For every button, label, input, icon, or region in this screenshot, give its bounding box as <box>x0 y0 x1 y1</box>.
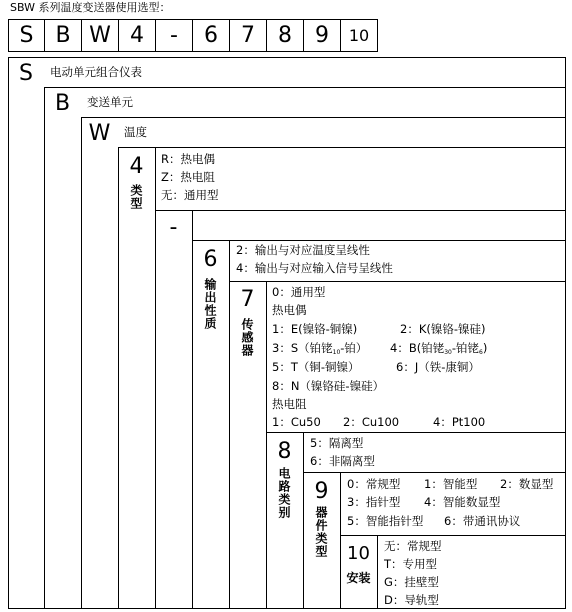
w-desc: 温度 <box>124 125 147 139</box>
circuit-option: 6：非隔离型 <box>310 454 375 468</box>
rtd-title: 热电阻 <box>272 397 307 411</box>
output-label: 输出性质 <box>203 278 217 330</box>
sensor-general: 0：通用型 <box>272 285 326 299</box>
device-label: 器件类型 <box>314 506 328 558</box>
tc4-mid: -铂铑 <box>451 341 479 355</box>
code-w: W <box>88 121 111 146</box>
b-desc: 变送单元 <box>87 95 133 109</box>
header-cell-9: 9 <box>303 19 341 52</box>
tc4-tail: ) <box>482 341 488 355</box>
install-label-text: 安装 <box>346 571 371 585</box>
device-option: 2：数显型 <box>500 477 554 491</box>
grid-line <box>118 147 119 609</box>
sensor-option: 6：J（铁-康铜） <box>396 360 480 374</box>
circuit-option: 5：隔离型 <box>310 436 364 450</box>
header-cell-dash: - <box>155 19 193 52</box>
code-10: 10 <box>347 543 370 564</box>
type-option: R：热电偶 <box>161 152 215 166</box>
header-cell-w: W <box>81 19 119 52</box>
device-option: 4：智能数显型 <box>424 495 501 509</box>
type-option: 无：通用型 <box>161 188 219 202</box>
output-option: 2：输出与对应温度呈线性 <box>236 243 370 257</box>
install-option: 无：常规型 <box>384 539 442 553</box>
header-cell-6: 6 <box>192 19 230 52</box>
header-cell-7: 7 <box>229 19 267 52</box>
grid-line <box>44 87 565 88</box>
grid-line <box>229 281 565 282</box>
grid-line <box>377 535 378 609</box>
grid-line <box>303 432 304 609</box>
grid-line <box>340 535 565 536</box>
device-option: 6：带通讯协议 <box>444 514 521 528</box>
code-9: 9 <box>314 479 329 504</box>
grid-line <box>8 57 565 58</box>
type-option: Z：热电阻 <box>161 170 215 184</box>
code-4: 4 <box>129 154 144 179</box>
grid-line <box>303 472 565 473</box>
type-label: 类型 <box>129 184 143 210</box>
install-option: T：专用型 <box>384 557 438 571</box>
header-cell-10: 10 <box>340 19 378 52</box>
device-option: 5：智能指针型 <box>347 514 424 528</box>
sensor-option: 1：Cu50 <box>272 415 321 429</box>
tc4-subscript: 6 <box>479 349 483 356</box>
sensor-option: 8：N（镍铬硅-镍硅） <box>272 379 385 393</box>
install-option: D：导轨型 <box>384 593 439 607</box>
sensor-label: 传感器 <box>240 318 254 357</box>
header-cell-8: 8 <box>266 19 304 52</box>
circuit-label: 电路类别 <box>277 467 291 519</box>
sensor-option: 1：E(镍铬-铜镍) <box>272 322 358 336</box>
grid-line <box>8 57 9 609</box>
device-option: 3：指针型 <box>347 495 401 509</box>
tc3-subscript: 10 <box>332 349 341 356</box>
page-title: SBW 系列温度变送器使用选型： <box>10 1 171 14</box>
header-cell-4: 4 <box>118 19 156 52</box>
sensor-option: 4：Pt100 <box>433 415 486 429</box>
grid-line <box>81 117 565 118</box>
code-8: 8 <box>277 439 292 464</box>
sensor-option: 2：Cu100 <box>343 415 400 429</box>
device-option: 1：智能型 <box>424 477 478 491</box>
grid-line <box>8 608 565 609</box>
install-option: G：挂壁型 <box>384 575 439 589</box>
grid-line <box>565 57 566 609</box>
header-cell-s: S <box>8 19 45 52</box>
tc3-main: 3：S（铂铑 <box>272 341 333 355</box>
tc4-main: 4：B(铂铑 <box>390 341 445 355</box>
tc4-subscript: 30 <box>444 349 452 356</box>
grid-line <box>266 432 565 433</box>
install-label <box>340 570 377 586</box>
tc3-tail: -铂） <box>340 341 368 355</box>
grid-line <box>155 210 565 211</box>
device-option: 0：常规型 <box>347 477 401 491</box>
header-cell-b: B <box>44 19 82 52</box>
output-option: 4：输出与对应输入信号呈线性 <box>236 261 393 275</box>
code-6: 6 <box>203 247 218 272</box>
s-desc: 电动单元组合仪表 <box>50 65 142 79</box>
sensor-option: 2：K(镍铬-镍硅) <box>400 322 486 336</box>
code-dash: - <box>169 215 178 240</box>
grid-line <box>81 117 82 609</box>
code-b: B <box>54 91 71 116</box>
grid-line <box>118 147 565 148</box>
code-s: S <box>19 61 33 86</box>
sensor-option: 5：T（铜-铜镍） <box>272 360 360 374</box>
thermocouple-title: 热电偶 <box>272 303 307 317</box>
grid-line <box>44 87 45 609</box>
grid-line <box>340 472 341 609</box>
code-7: 7 <box>240 287 255 312</box>
